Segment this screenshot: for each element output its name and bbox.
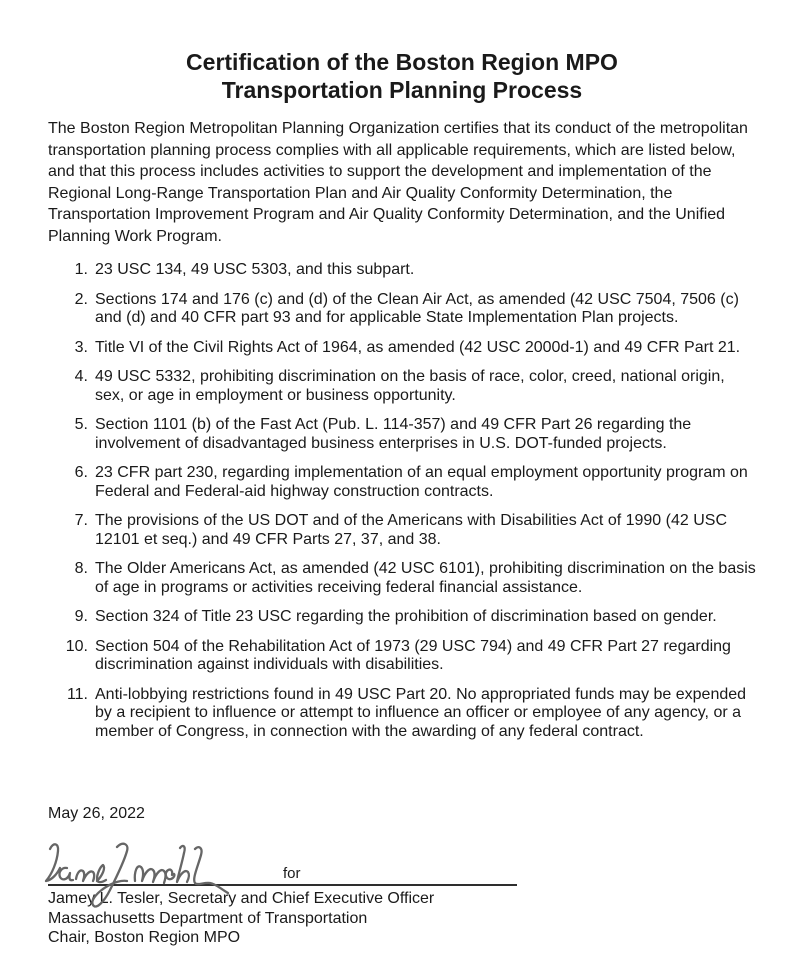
document-title xyxy=(48,48,756,104)
requirement-number: 6. xyxy=(74,464,88,481)
requirement-text: Title VI of the Civil Rights Act of 1964, as amended (42 USC 2000d-1) and 49 CFR Part 21. xyxy=(95,338,741,356)
requirement-item xyxy=(48,560,756,597)
requirement-item xyxy=(48,416,756,453)
requirement-number: 5. xyxy=(74,416,88,433)
requirement-number: 3. xyxy=(74,338,88,356)
requirement-item xyxy=(48,638,756,675)
requirement-item xyxy=(48,339,756,358)
title-line-2: Transportation Planning Process xyxy=(221,77,583,103)
requirement-item xyxy=(48,686,756,742)
requirement-number: 10. xyxy=(65,637,88,655)
intro-paragraph: The Boston Region Metropolitan Planning Organization certifies that its conduct of the metropolitan transportation planning process complies with all applicable requirements, which are listed below, and that this process includes activities to support the development and implementation of the Regional Long-Range Transportation Plan and Air Quality Conformity Determination, the Transportation Improvement Program and Air Quality Conformity Determination, and the Unified Planning Work Program. xyxy=(48,120,748,245)
signer-role: Chair, Boston Region MPO xyxy=(48,929,241,946)
signature-stroke-o xyxy=(166,870,175,880)
requirement-item xyxy=(48,608,756,627)
requirement-text: Anti-lobbying restrictions found in 49 USC Part 20. No appropriated funds may be expended by a recipient to influence or attempt to influence an officer or employee of any agency, or a member of Congress, in connection with the awarding of any federal contract. xyxy=(95,685,747,740)
requirement-number: 7. xyxy=(74,512,88,529)
requirement-text: The Older Americans Act, as amended (42 USC 6101), prohibiting discrimination on the basis of age in programs or activities receiving federal financial assistance. xyxy=(95,560,756,596)
requirement-item xyxy=(48,368,756,405)
requirement-text: Section 1101 (b) of the Fast Act (Pub. L. 114-357) and 49 CFR Part 26 regarding the involvement of disadvantaged business enterprises in U.S. DOT-funded projects. xyxy=(95,416,692,452)
requirement-number: 8. xyxy=(74,560,88,577)
signer-organization: Massachusetts Department of Transportation xyxy=(48,909,368,927)
signature-stroke-m xyxy=(135,866,166,883)
requirement-number: 2. xyxy=(74,290,88,308)
signature-stroke-h xyxy=(177,846,189,882)
signature-stroke-d xyxy=(46,844,60,881)
requirement-text: 23 CFR part 230, regarding implementation of an equal employment opportunity program on Federal and Federal-aid highway construction contracts. xyxy=(95,464,748,500)
requirement-text: Section 324 of Title 23 USC regarding the prohibition of discrimination based on gender. xyxy=(95,608,717,625)
requirement-item xyxy=(48,261,756,280)
requirement-number: 4. xyxy=(74,368,88,385)
title-line-1: Certification of the Boston Region MPO xyxy=(186,49,618,75)
signature-stroke-tail xyxy=(194,847,228,893)
date-line: May 26, 2022 xyxy=(48,805,145,822)
requirement-text: Section 504 of the Rehabilitation Act of 1973 (29 USC 794) and 49 CFR Part 27 regarding discrimination against individuals with disabilities. xyxy=(95,637,731,673)
signer-name-and-title: Jamey L. Tesler, Secretary and Chief Executive Officer xyxy=(48,890,435,907)
handwritten-signature-image xyxy=(44,836,244,916)
requirement-text: The provisions of the US DOT and of the Americans with Disabilities Act of 1990 (42 USC 12101 et seq.) and 49 CFR Parts 27, 37, and 38. xyxy=(95,512,727,548)
requirement-text: 23 USC 134, 49 USC 5303, and this subpart. xyxy=(95,261,415,278)
signature-for-label: for xyxy=(283,865,301,882)
requirement-number: 9. xyxy=(74,608,88,625)
requirement-text: 49 USC 5332, prohibiting discrimination on the basis of race, color, creed, national origin, sex, or age in employment or business opportunity. xyxy=(95,368,725,404)
signature-stroke-a xyxy=(59,868,73,880)
requirement-item xyxy=(48,464,756,501)
requirement-item xyxy=(48,512,756,549)
signature-stroke-nl xyxy=(76,865,106,882)
requirement-item xyxy=(48,291,756,328)
requirements-list xyxy=(48,261,756,741)
requirement-number: 1. xyxy=(74,261,88,278)
requirement-number: 11. xyxy=(66,685,88,703)
requirement-text: Sections 174 and 176 (c) and (d) of the Clean Air Act, as amended (42 USC 7504, 7506 (c) and (d) and 40 CFR part 93 and for applicable State Implementation Plan projects. xyxy=(95,290,739,326)
